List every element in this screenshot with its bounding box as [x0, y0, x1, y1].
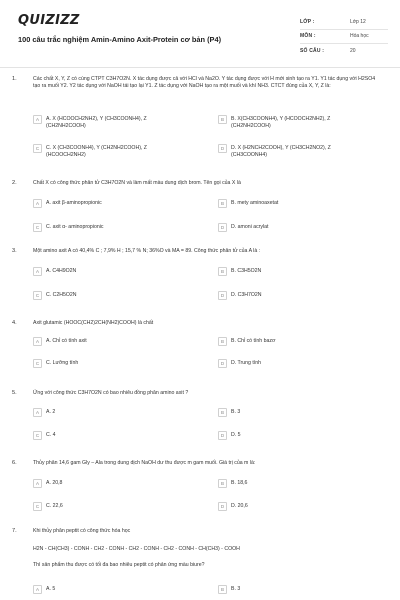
option-letter: A	[33, 199, 42, 208]
option-letter: D	[218, 431, 227, 440]
option-text: D. C3H7O2N	[231, 292, 262, 298]
option-d[interactable]	[218, 503, 248, 511]
question-text: Ứng với công thức C3H7O2N có bao nhiêu đồng phân amino axit ?	[33, 390, 189, 396]
option-b[interactable]	[218, 480, 247, 488]
option-text: B. 18,6	[231, 480, 248, 486]
option-b[interactable]	[218, 268, 261, 276]
option-letter: B	[218, 337, 227, 346]
meta-label: LỚP :	[300, 18, 315, 25]
option-text: D. amoni acrylat	[231, 224, 269, 230]
option-d[interactable]	[218, 145, 366, 159]
option-d[interactable]	[218, 292, 262, 300]
option-text: C. axit α- aminopropionic	[46, 224, 104, 230]
option-c[interactable]	[33, 360, 78, 368]
option-a[interactable]	[33, 338, 87, 346]
option-c[interactable]	[33, 432, 56, 440]
meta-row-count	[300, 44, 388, 59]
option-letter: A	[33, 267, 42, 276]
option-d[interactable]	[218, 360, 261, 368]
option-letter: C	[33, 502, 42, 511]
option-letter: A	[33, 408, 42, 417]
option-text: B. X(CH3COONH4), Y (HCOOCH2NH2), Z (CH2NH2COOH)	[231, 116, 331, 129]
option-text: B. Chỉ có tính bazơ	[231, 338, 276, 344]
option-text: C. 4	[46, 432, 56, 438]
option-letter: B	[218, 479, 227, 488]
option-text: D. 20,6	[231, 503, 248, 509]
option-text: C. Lưỡng tính	[46, 360, 79, 366]
option-text: B. 3	[231, 586, 241, 592]
question-followup: Thì sản phẩm thu được có tối đa bao nhiêu peptit có phản ứng màu biure?	[33, 562, 205, 568]
option-text: A. 2	[46, 409, 56, 415]
option-c[interactable]	[33, 292, 77, 300]
question-number: 2.	[12, 180, 17, 186]
question-text: Chất X có công thức phân tử C3H7O2N và làm mất màu dung dịch brom. Tên gọi của X là	[33, 180, 241, 186]
option-letter: A	[33, 479, 42, 488]
option-letter: B	[218, 267, 227, 276]
question-text: Axit glutamic (HOOC(CH2)2CH(NH2)COOH) là chất	[33, 320, 154, 326]
meta-row-subject	[300, 30, 388, 45]
quizizz-logo: QUIZIZZ	[18, 13, 80, 28]
option-letter: C	[33, 144, 42, 153]
option-letter: B	[218, 199, 227, 208]
option-letter: B	[218, 408, 227, 417]
document-meta	[300, 15, 388, 59]
option-a[interactable]	[33, 116, 181, 130]
option-text: B. 3	[231, 409, 241, 415]
option-text: A. C4H9O2N	[46, 268, 77, 274]
option-b[interactable]	[218, 116, 366, 130]
meta-label: MÔN :	[300, 33, 316, 40]
option-b[interactable]	[218, 338, 275, 346]
header-divider	[0, 67, 400, 68]
option-b[interactable]	[218, 586, 240, 594]
option-letter: A	[33, 585, 42, 594]
question-number: 4.	[12, 320, 17, 326]
page-header	[0, 0, 400, 68]
question-text: Khi thủy phân peptit có công thức hóa học	[33, 528, 131, 534]
meta-value: Hóa học	[350, 33, 369, 40]
option-letter: C	[33, 223, 42, 232]
meta-value: Lớp 12	[350, 18, 366, 25]
option-b[interactable]	[218, 200, 278, 208]
option-text: C. C2H5O2N	[46, 292, 77, 298]
option-letter: D	[218, 502, 227, 511]
option-text: D. Trung tính	[231, 360, 261, 366]
option-letter: D	[218, 291, 227, 300]
option-letter: A	[33, 115, 42, 124]
option-text: D. X (H2NCH2COOH), Y (CH3CH2NO2), Z (CH3COONH4)	[231, 145, 331, 158]
option-text: A. Chỉ có tính axit	[46, 338, 87, 344]
question-number: 7.	[12, 528, 17, 534]
question-number: 6.	[12, 460, 17, 466]
option-a[interactable]	[33, 200, 102, 208]
option-text: B. mety aminoaxetat	[231, 200, 279, 206]
option-a[interactable]	[33, 480, 62, 488]
option-d[interactable]	[218, 224, 268, 232]
option-text: A. axit β-aminopropionic	[46, 200, 102, 206]
option-a[interactable]	[33, 586, 55, 594]
option-text: B. C3H5O2N	[231, 268, 262, 274]
option-a[interactable]	[33, 268, 76, 276]
question-number: 5.	[12, 390, 17, 396]
option-d[interactable]	[218, 432, 241, 440]
option-letter: C	[33, 359, 42, 368]
option-letter: A	[33, 337, 42, 346]
option-letter: D	[218, 223, 227, 232]
option-text: C. 22,6	[46, 503, 63, 509]
option-text: D. 5	[231, 432, 241, 438]
meta-label: SỐ CÂU :	[300, 48, 325, 55]
question-text: Thủy phân 14,6 gam Gly – Ala trong dung dịch NaOH dư thu được m gam muối. Giá trị của m là:	[33, 460, 256, 466]
document-title: 100 câu trắc nghiệm Amin-Amino Axit-Protein cơ bản (P4)	[18, 35, 222, 44]
question-text: Các chất X, Y, Z có cùng CTPT C3H7O2N. X tác dụng được cả với HCl và Na2O. Y tác dụng được với H mới sinh tạo ra Y1. Y1 tác dụng với H2SO4 tạo ra muối Y2. Y2 tác dụng với NaOH tái tạo lại Y1. Z tác dụng với NaOH tạo ra một muối và khí NH3. CTCT đúng của X, Y, Z là:	[33, 76, 376, 90]
question-number: 1.	[12, 76, 17, 82]
option-letter: B	[218, 585, 227, 594]
option-c[interactable]	[33, 145, 181, 159]
question-text: Một amino axit A có 40,4% C ; 7,9% H ; 15,7 % N; 36%O và MA = 89. Công thức phân tử của A là :	[33, 248, 261, 254]
meta-value: 20	[350, 48, 356, 55]
option-a[interactable]	[33, 409, 55, 417]
option-letter: D	[218, 359, 227, 368]
option-letter: D	[218, 144, 227, 153]
question-number: 3.	[12, 248, 17, 254]
option-text: A. 5	[46, 586, 56, 592]
option-letter: B	[218, 115, 227, 124]
option-c[interactable]	[33, 503, 63, 511]
option-c[interactable]	[33, 224, 104, 232]
option-letter: C	[33, 431, 42, 440]
option-text: C. X (CH3COONH4), Y (CH2NH2COOH), Z (HCOOCH2NH2)	[46, 145, 147, 158]
option-text: A. 20,8	[46, 480, 63, 486]
peptide-formula: H2N - CH(CH3) - CONH - CH2 - CONH - CH2 - CONH - CH2 - CONH - CH(CH3) - COOH	[33, 546, 240, 552]
option-text: A. X (HCOOCH2NH2), Y (CH3COONH4), Z (CH2NH2COOH)	[46, 116, 147, 129]
option-b[interactable]	[218, 409, 240, 417]
meta-row-class	[300, 15, 388, 30]
option-letter: C	[33, 291, 42, 300]
